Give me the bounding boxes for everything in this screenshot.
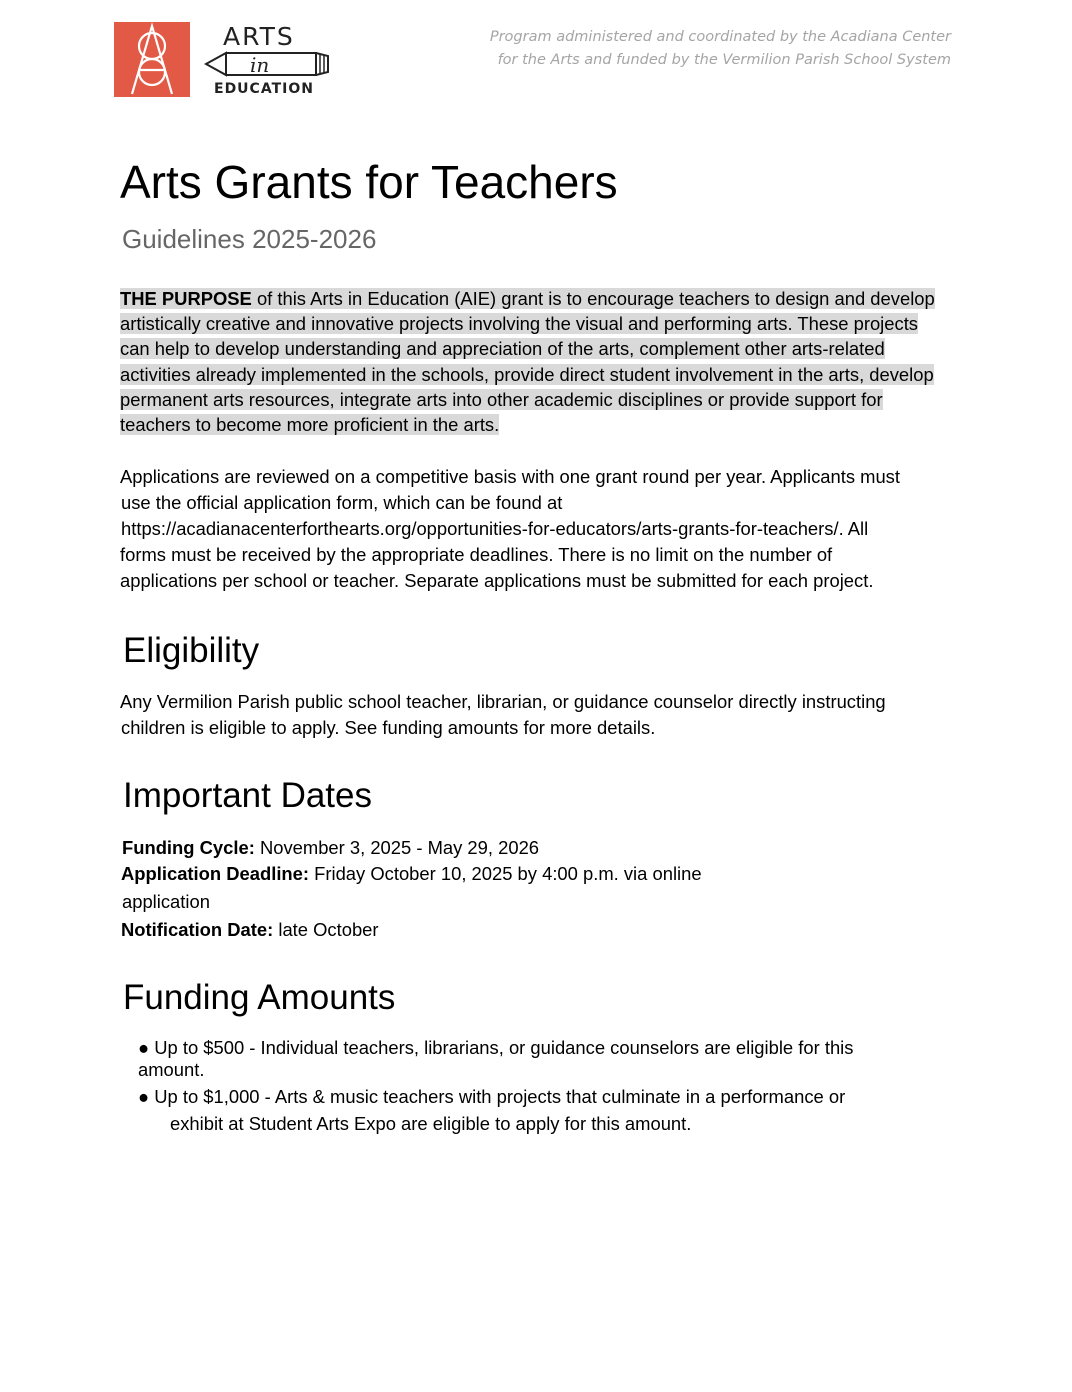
- applications-line: Applications are reviewed on a competitive basis with one grant round per year. Applicants must: [120, 466, 900, 487]
- applications-line: use the official application form, which can be found at: [121, 492, 563, 513]
- funding-amounts-list: [138, 1037, 853, 1135]
- applications-line: applications per school or teacher. Separate applications must be submitted for each project.: [120, 570, 874, 591]
- document-subtitle: Guidelines 2025-2026: [122, 224, 377, 254]
- application-deadline-cont: application: [122, 891, 210, 912]
- list-item: [138, 1037, 853, 1081]
- eligibility-heading: Eligibility: [123, 631, 260, 670]
- credit-line: Program administered and coordinated by the Acadiana Center: [489, 29, 951, 45]
- eligibility-line: children is eligible to apply. See funding amounts for more details.: [121, 717, 656, 738]
- funding-amounts-heading: Funding Amounts: [123, 978, 396, 1017]
- applications-line: https://acadianacenterforthearts.org/opportunities-for-educators/arts-grants-for-teachers/. All: [121, 518, 869, 539]
- program-credit: [490, 26, 951, 72]
- application-deadline-value: Friday October 10, 2025 by 4:00 p.m. via online: [309, 863, 702, 884]
- acadiana-center-logo: [114, 22, 190, 97]
- acadiana-logo-icon: [114, 22, 190, 97]
- eligibility-line: Any Vermilion Parish public school teacher, librarian, or guidance counselor directly instructing: [120, 691, 886, 712]
- funding-cycle-row: [121, 835, 702, 861]
- list-item: [138, 1086, 853, 1135]
- notification-date-value: late October: [273, 919, 379, 940]
- document-title: Arts Grants for Teachers: [120, 156, 618, 208]
- funding-item-line: exhibit at Student Arts Expo are eligible to apply for this amount.: [170, 1113, 692, 1134]
- funding-cycle-value: November 3, 2025 - May 29, 2026: [254, 837, 540, 858]
- purpose-text: of this Arts in Education (AIE) grant is to encourage teachers to design and develop artistically creative and innovative projects involving the visual and performing arts. These projects can help to develop understanding and appreciation of the arts, complement other arts-related activities already implemented in the schools, provide direct student involvement in the arts, develop permanent arts resources, integrate arts into other academic disciplines or provide support for teachers to become more proficient in the arts.: [120, 288, 935, 436]
- application-deadline-label: Application Deadline:: [121, 863, 310, 884]
- funding-item-line: amount.: [138, 1059, 205, 1080]
- logo-education-text: EDUCATION: [214, 81, 314, 97]
- funding-item-line: ● Up to $500 - Individual teachers, librarians, or guidance counselors are eligible for this: [138, 1037, 854, 1058]
- eligibility-paragraph: [120, 689, 886, 741]
- credit-line: for the Arts and funded by the Vermilion Parish School System: [497, 52, 951, 68]
- funding-cycle-label: Funding Cycle:: [122, 837, 255, 858]
- logo-arts-text: ARTS: [223, 22, 295, 51]
- purpose-lead: THE PURPOSE: [120, 288, 252, 309]
- important-dates-heading: Important Dates: [123, 776, 372, 815]
- funding-item-line: ● Up to $1,000 - Arts & music teachers with projects that culminate in a performance or: [138, 1086, 846, 1107]
- notification-date-row: [121, 917, 702, 943]
- notification-date-label: Notification Date:: [121, 919, 274, 940]
- important-dates-list: [121, 835, 702, 943]
- arts-in-education-logo: [204, 20, 334, 100]
- applications-paragraph: [120, 464, 900, 594]
- purpose-paragraph: [120, 286, 940, 437]
- application-deadline-row: [121, 861, 702, 887]
- applications-line: forms must be received by the appropriate deadlines. There is no limit on the number of: [120, 544, 833, 565]
- logo-in-text: in: [250, 53, 270, 77]
